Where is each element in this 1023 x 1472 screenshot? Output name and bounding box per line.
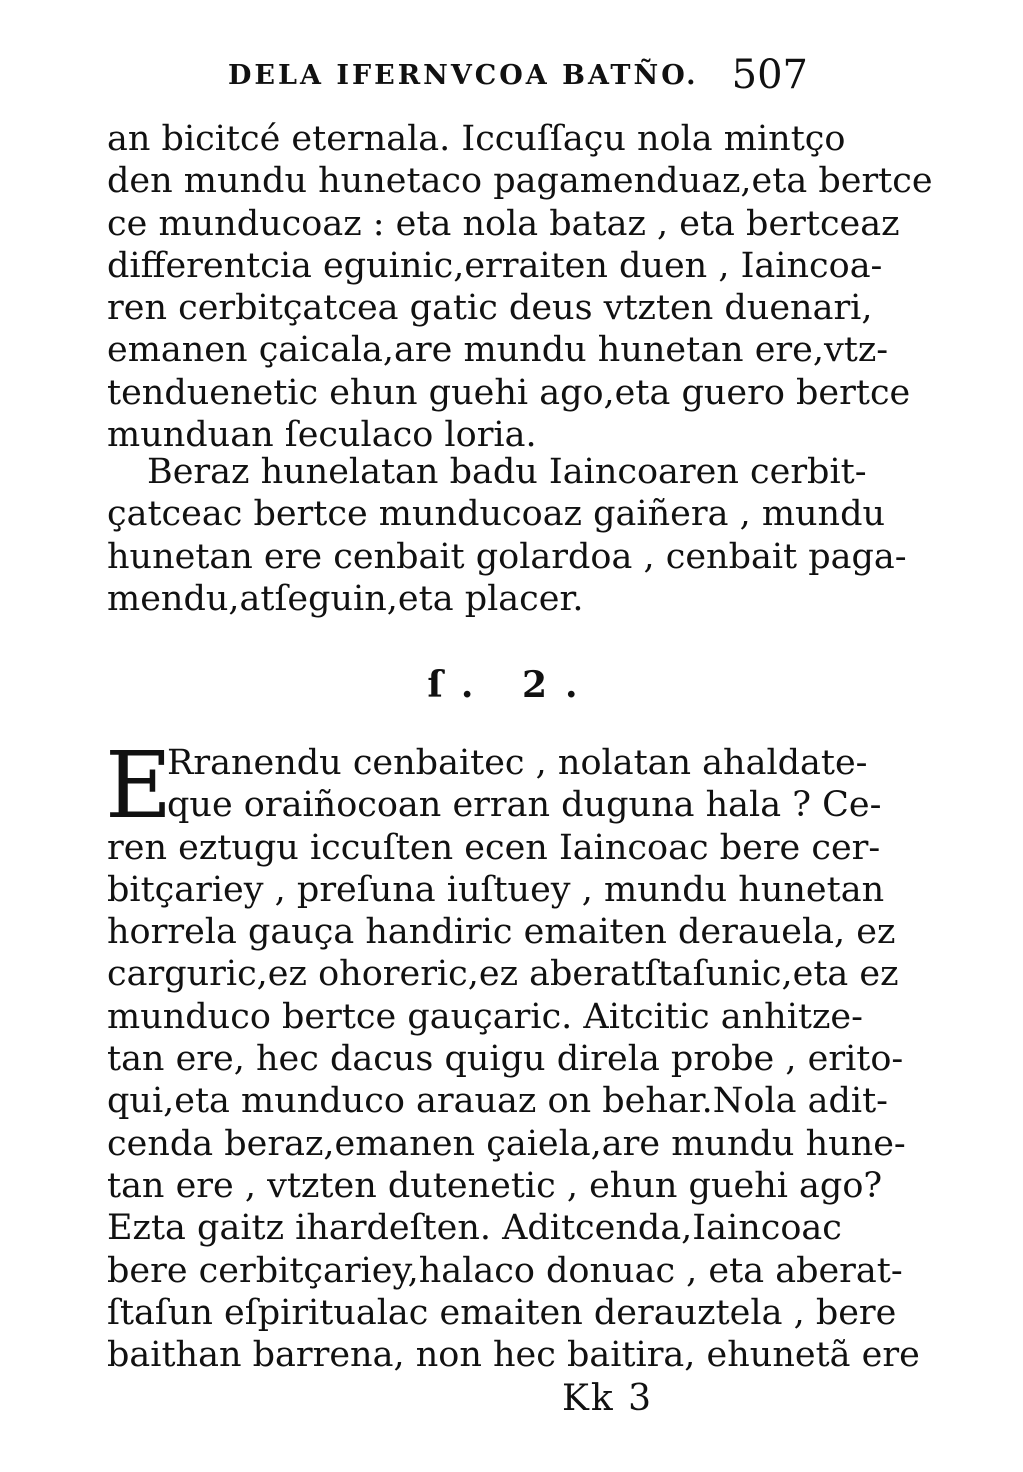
text-line: que oraiñocoan erran duguna hala ? Ce- [167,785,882,826]
text-line: tan ere, hec dacus quigu direla probe , erito- [107,1039,904,1080]
paragraph-3 [105,732,920,1376]
running-title: DELA IFERNVCOA BATÑO. [228,60,699,91]
text-line: Rranendu cenbaitec , nolatan ahaldate- [167,743,868,783]
text-line: Beraz hunelatan badu Iaincoaren cerbit- [147,452,867,492]
section-mark: ſ. 2. [427,664,596,706]
text-line: bere cerbitçariey,halaco donuac , eta aberat- [107,1250,903,1291]
text-line: hunetan ere cenbait golardoa , cenbait paga- [107,536,907,577]
text-line: mendu,atſeguin,eta placer. [107,578,584,619]
signature-mark: Kk 3 [562,1378,654,1419]
text-line: bitçariey , preſuna iuſtuey , mundu hunetan [107,869,885,910]
text-line: an bicitcé eternala. Iccuſſaçu nola mintço [107,119,846,159]
text-line: horrela gauça handiric emaiten derauela, ez [107,912,896,953]
text-line: den mundu hunetaco pagamenduaz,eta bertce [107,161,933,202]
text-line: tenduenetic ehun guehi ago,eta guero bertce [107,372,911,413]
text-line: çatceac bertce munducoaz gaiñera , mundu [107,494,886,535]
text-line: qui,eta munduco arauaz on behar.Nola adit- [107,1081,889,1122]
text-line: carguric,ez ohoreric,ez aberatſtaſunic,eta ez [107,954,899,995]
text-line: tan ere , vtzten dutenetic , ehun guehi ago? [107,1165,883,1206]
paragraph-2 [107,451,907,620]
text-line: munduan ſeculaco loria. [107,415,537,456]
text-line: ren cerbitçatcea gatic deus vtzten duenari, [107,288,873,329]
running-head [228,52,808,102]
text-line: ren eztugu iccuſten ecen Iaincoac bere cer- [107,827,881,868]
text-line: munduco bertce gauçaric. Aitcitic anhitze- [107,996,863,1037]
paragraph-1 [107,118,933,456]
text-line: baithan barrena, non hec baitira, ehunetã ere [107,1335,920,1376]
text-line: cenda beraz,emanen çaiela,are mundu hune- [107,1123,906,1164]
page-number: 507 [731,52,808,98]
text-line: ce munducoaz : eta nola bataz , eta bertceaz [107,203,900,244]
text-line: differentcia eguinic,erraiten duen , Iaincoa- [107,245,883,286]
drop-cap: E [105,732,173,839]
text-line: Ezta gaitz ihardeſten. Aditcenda,Iaincoac [107,1208,842,1249]
text-line: emanen çaicala,are mundu hunetan ere,vtz- [107,330,889,371]
text-line: ſtaſun eſpiritualac emaiten derauztela , bere [107,1292,897,1333]
